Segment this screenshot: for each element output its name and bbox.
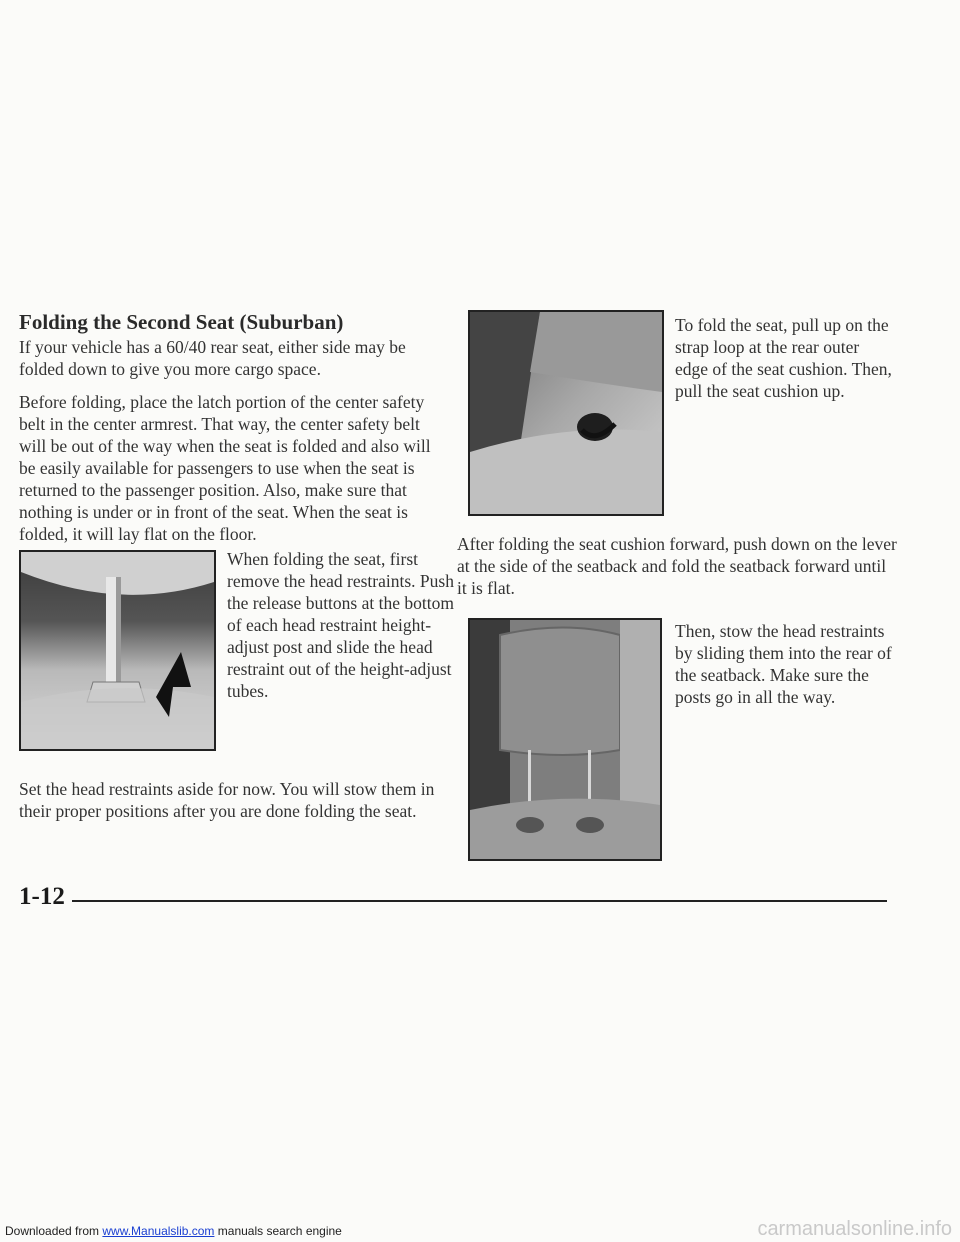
- before-folding-paragraph: Before folding, place the latch portion of the center safety belt in the center armrest. That way, the center safety belt will be out of the way when the seat is folded and also will be easily available for passengers to use when the seat is returned to the passenger position. Also, make sure that nothing is under or in front of the seat. When the seat is folded, it will lay flat on the floor.: [19, 392, 431, 544]
- remove-head-restraints-paragraph: When folding the seat, first remove the head restraints. Push the release buttons at the bottom of each head restraint height-adjust post and slide the head restraint out of the height-adjust tubes.: [227, 549, 454, 701]
- fold-seat-paragraph: To fold the seat, pull up on the strap loop at the rear outer edge of the seat cushion. Then, pull the seat cushion up.: [675, 315, 892, 401]
- page-number: 1-12: [19, 883, 65, 910]
- after-folding-paragraph: After folding the seat cushion forward, push down on the lever at the side of the seatback and fold the seatback forward until it is flat.: [457, 534, 897, 598]
- head-restraint-photo: [19, 550, 216, 751]
- download-suffix: manuals search engine: [214, 1224, 342, 1238]
- download-line: [5, 1224, 342, 1238]
- watermark: carmanualsonline.info: [757, 1218, 952, 1240]
- manualslib-link[interactable]: www.Manualslib.com: [102, 1224, 215, 1238]
- download-prefix: Downloaded from: [5, 1224, 103, 1238]
- strap-loop-photo: [468, 310, 664, 516]
- footer-rule: [72, 900, 887, 902]
- set-aside-paragraph: Set the head restraints aside for now. You will stow them in their proper positions after you are done folding the seat.: [19, 779, 435, 821]
- section-heading: Folding the Second Seat (Suburban): [19, 310, 344, 334]
- stow-head-restraints-photo: [468, 618, 662, 861]
- intro-paragraph: If your vehicle has a 60/40 rear seat, either side may be folded down to give you more cargo space.: [19, 337, 406, 379]
- stow-paragraph: Then, stow the head restraints by sliding them into the rear of the seatback. Make sure the posts go in all the way.: [675, 621, 892, 707]
